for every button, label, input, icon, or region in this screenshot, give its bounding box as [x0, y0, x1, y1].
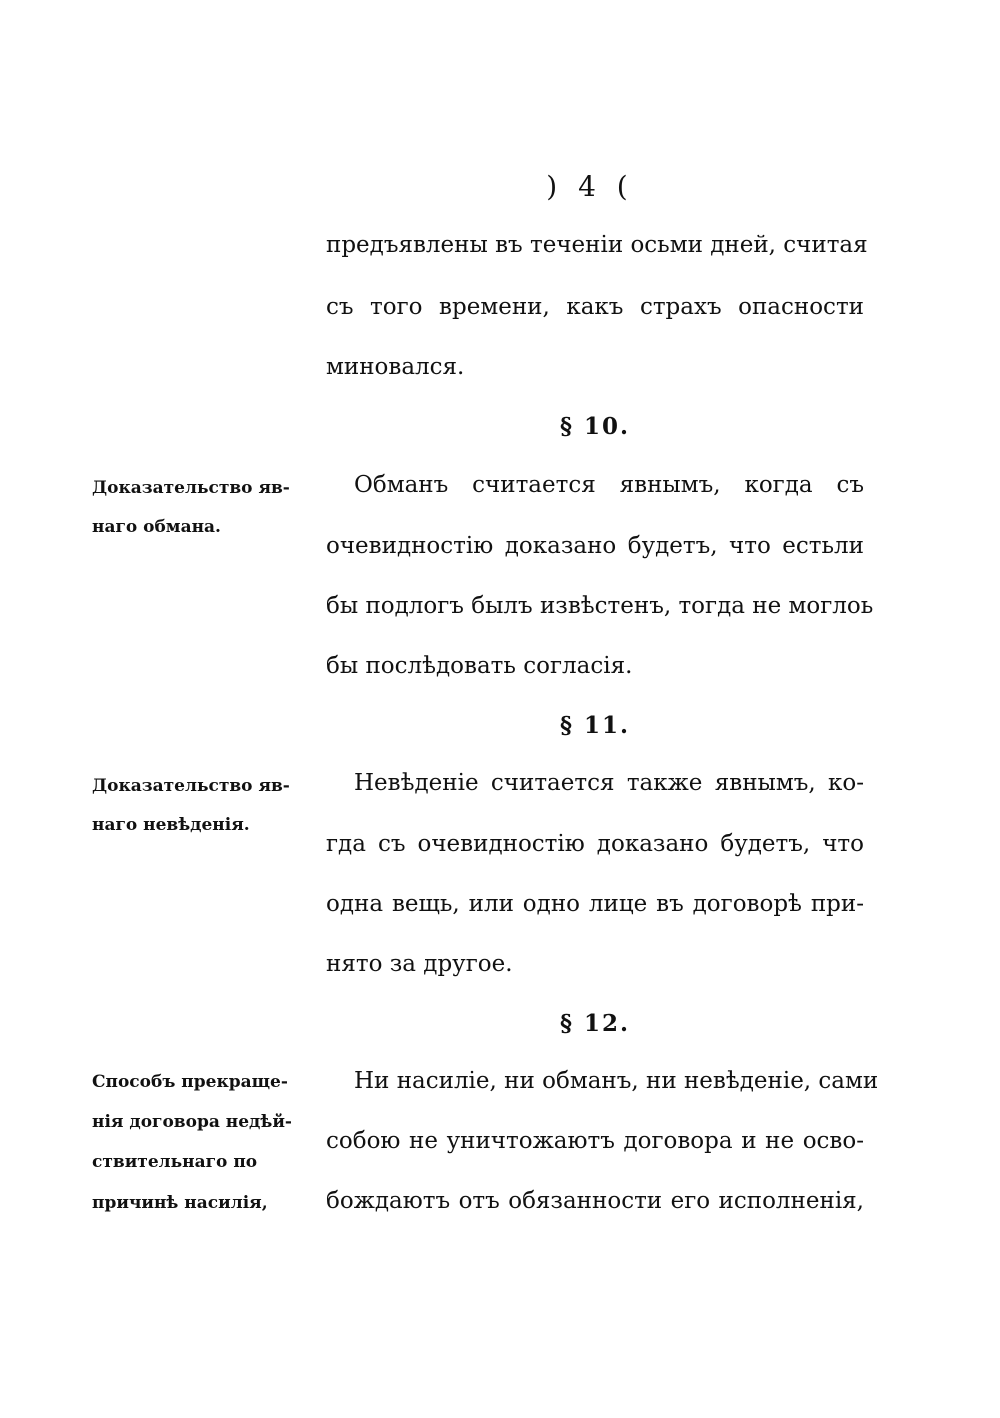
body-text-line: нято за другое. — [326, 951, 513, 977]
body-text-line: миновался. — [326, 354, 465, 380]
margin-note-line: Доказательство яв- — [92, 478, 290, 498]
section-heading: § 11. — [559, 712, 631, 739]
body-text-line: бождаютъ отъ обязанности его исполненія, — [326, 1188, 864, 1214]
section-heading: § 12. — [559, 1010, 631, 1037]
margin-note-line: причинѣ насилія, — [92, 1193, 268, 1213]
margin-note-line: наго обмана. — [92, 517, 221, 537]
margin-note-line: нія договора недѣй- — [92, 1112, 292, 1132]
margin-note-line: ствительнаго по — [92, 1152, 258, 1172]
body-text-line: съ того времени, какъ страхъ опасности — [326, 294, 864, 320]
body-text-line: бы послѣдовать согласія. — [326, 653, 633, 679]
body-text-line: одна вещь, или одно лице въ договорѣ при- — [326, 891, 864, 917]
body-text-line: бы подлогъ былъ извѣстенъ, тогда не моглоь — [326, 593, 874, 619]
body-text-line: предъявлены въ теченіи осьми дней, считая — [326, 232, 868, 258]
body-text-line: Ни насиліе, ни обманъ, ни невѣденіе, сами — [354, 1068, 879, 1094]
body-text-line: собою не уничтожаютъ договора и не осво- — [326, 1128, 864, 1154]
body-text-line: гда съ очевидностію доказано будетъ, что — [326, 831, 864, 857]
body-text-line: Невѣденіе считается также явнымъ, ко- — [354, 770, 864, 796]
page-number: ) 4 ( — [546, 170, 634, 203]
section-heading: § 10. — [559, 413, 631, 440]
margin-note-line: Способъ прекраще- — [92, 1072, 288, 1092]
body-text-line: Обманъ считается явнымъ, когда съ — [354, 472, 864, 498]
margin-note-line: наго невѣденія. — [92, 815, 250, 835]
margin-note-line: Доказательство яв- — [92, 776, 290, 796]
body-text-line: очевидностію доказано будетъ, что естьли — [326, 533, 864, 559]
